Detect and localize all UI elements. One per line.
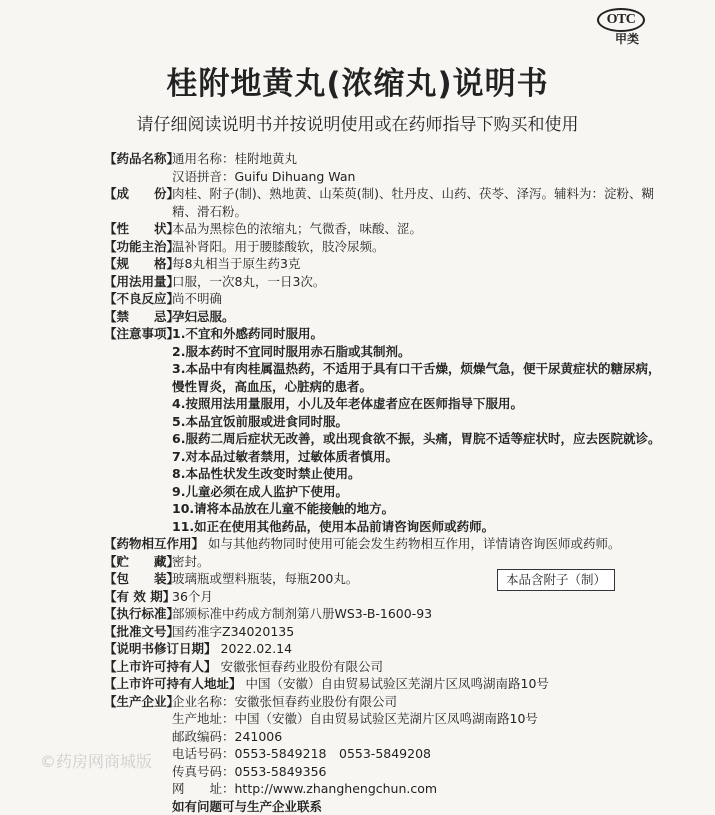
- section-value: [172, 150, 664, 185]
- precaution-item: 10.请将本品放在儿童不能接触的地方。: [172, 500, 664, 518]
- precaution-item: 1.不宜和外感药同时服用。: [172, 325, 664, 343]
- page-title: 桂附地黄丸(浓缩丸)说明书: [0, 58, 715, 103]
- otc-class-label: 甲类: [615, 30, 639, 47]
- precaution-item: 7.对本品过敏者禁用，过敏体质者慎用。: [172, 448, 664, 466]
- section-label: 【功能主治】: [104, 238, 172, 256]
- section-value: 部颁标准中药成方制剂第八册WS3-B-1600-93: [172, 605, 664, 623]
- section-manufacturer: [104, 693, 664, 815]
- precaution-item: 8.本品性状发生改变时禁止使用。: [172, 465, 664, 483]
- section-value: 密封。: [172, 553, 664, 571]
- section-label: 【说明书修订日期】: [104, 640, 217, 658]
- section-value: 每8丸相当于原生药3克: [172, 255, 664, 273]
- section-spec: [104, 255, 664, 273]
- section-label: 【执行标准】: [104, 605, 172, 623]
- manufacturer-line: 企业名称：安徽张恒春药业股份有限公司: [172, 693, 664, 711]
- section-value: 孕妇忌服。: [172, 308, 664, 326]
- watermark: ©药房网商城版: [40, 749, 152, 772]
- section-label: 【贮 藏】: [104, 553, 172, 571]
- section-interaction: [104, 535, 664, 553]
- precaution-item: 11.如正在使用其他药品，使用本品前请咨询医师或药师。: [172, 518, 664, 536]
- section-holder: [104, 658, 664, 676]
- section-label: 【注意事项】: [104, 325, 172, 535]
- section-value: 口服，一次8丸，一日3次。: [172, 273, 664, 291]
- page-subtitle: 请仔细阅读说明书并按说明使用或在药师指导下购买和使用: [0, 110, 715, 135]
- precautions-list: [172, 325, 664, 535]
- section-label: 【不良反应】: [104, 290, 172, 308]
- manufacturer-line: 邮政编码：241006: [172, 728, 664, 746]
- section-standard: [104, 605, 664, 623]
- section-label: 【药品名称】: [104, 150, 172, 185]
- section-label: 【禁 忌】: [104, 308, 172, 326]
- section-label: 【批准文号】: [104, 623, 172, 641]
- section-adverse: [104, 290, 664, 308]
- section-character: [104, 220, 664, 238]
- section-value: 安徽张恒春药业股份有限公司: [221, 658, 664, 676]
- section-value: 中国（安徽）自由贸易试验区芜湖片区凤鸣湖南路10号: [246, 675, 664, 693]
- section-value: 肉桂、附子(制)、熟地黄、山茱萸(制)、牡丹皮、山药、茯苓、泽泻。辅料为：淀粉、糊精、滑石粉。: [172, 185, 664, 220]
- precaution-item: 6.服药二周后症状无改善，或出现食欲不振，头痛，胃脘不适等症状时，应去医院就诊。: [172, 430, 664, 448]
- section-label: 【生产企业】: [104, 693, 172, 815]
- manufacturer-line: 传真号码：0553-5849356: [172, 763, 664, 781]
- section-label: 【成 份】: [104, 185, 172, 220]
- section-value: 玻璃瓶或塑料瓶装，每瓶200丸。: [172, 570, 664, 588]
- section-ingredients: [104, 185, 664, 220]
- section-label: 【用法用量】: [104, 273, 172, 291]
- section-label: 【包 装】: [104, 570, 172, 588]
- section-value: 2022.02.14: [221, 640, 664, 658]
- precaution-item: 9.儿童必须在成人监护下使用。: [172, 483, 664, 501]
- section-value: 本品为黑棕色的浓缩丸；气微香，味酸、涩。: [172, 220, 664, 238]
- section-value: 如与其他药物同时使用可能会发生药物相互作用，详情请咨询医师或药师。: [208, 535, 664, 553]
- section-storage: [104, 553, 664, 571]
- section-label: 【药物相互作用】: [104, 535, 204, 553]
- precaution-item: 4.按照用法用量服用，小儿及年老体虚者应在医师指导下服用。: [172, 395, 664, 413]
- manufacturer-line: 生产地址：中国（安徽）自由贸易试验区芜湖片区凤鸣湖南路10号: [172, 710, 664, 728]
- section-label: 【规 格】: [104, 255, 172, 273]
- leaflet-body: [104, 150, 664, 815]
- section-value: 国药准字Z34020135: [172, 623, 664, 641]
- section-value: 36个月: [172, 588, 664, 606]
- manufacturer-line: 如有问题可与生产企业联系: [172, 798, 664, 815]
- section-name: [104, 150, 664, 185]
- section-label: 【性 状】: [104, 220, 172, 238]
- precaution-item: 5.本品宜饭前服或进食同时服。: [172, 413, 664, 431]
- aconite-notice-box: 本品含附子（制）: [497, 569, 615, 591]
- manufacturer-line: 网 址：http://www.zhanghengchun.com: [172, 780, 664, 798]
- precaution-item: 3.本品中有肉桂属温热药，不适用于具有口干舌燥，烦燥气急，便干尿黄症状的糖尿病，慢性胃炎，高血压，心脏病的患者。: [172, 360, 664, 395]
- section-label: 【上市许可持有人地址】: [104, 675, 242, 693]
- section-label: 【有 效 期】: [104, 588, 172, 606]
- section-usage: [104, 273, 664, 291]
- section-value: 温补肾阳。用于腰膝酸软，肢冷尿频。: [172, 238, 664, 256]
- precaution-item: 2.服本药时不宜同时服用赤石脂或其制剂。: [172, 343, 664, 361]
- section-revision-date: [104, 640, 664, 658]
- section-approval: [104, 623, 664, 641]
- section-holder-address: [104, 675, 664, 693]
- generic-name: 通用名称：桂附地黄丸: [172, 150, 664, 168]
- manufacturer-details: [172, 693, 664, 815]
- section-label: 【上市许可持有人】: [104, 658, 217, 676]
- section-indication: [104, 238, 664, 256]
- section-value: 尚不明确: [172, 290, 664, 308]
- section-contraindications: [104, 308, 664, 326]
- otc-badge: OTC: [597, 8, 645, 32]
- section-precautions: [104, 325, 664, 535]
- manufacturer-line: 电话号码：0553-5849218 0553-5849208: [172, 745, 664, 763]
- pinyin-name: 汉语拼音：Guifu Dihuang Wan: [172, 168, 664, 186]
